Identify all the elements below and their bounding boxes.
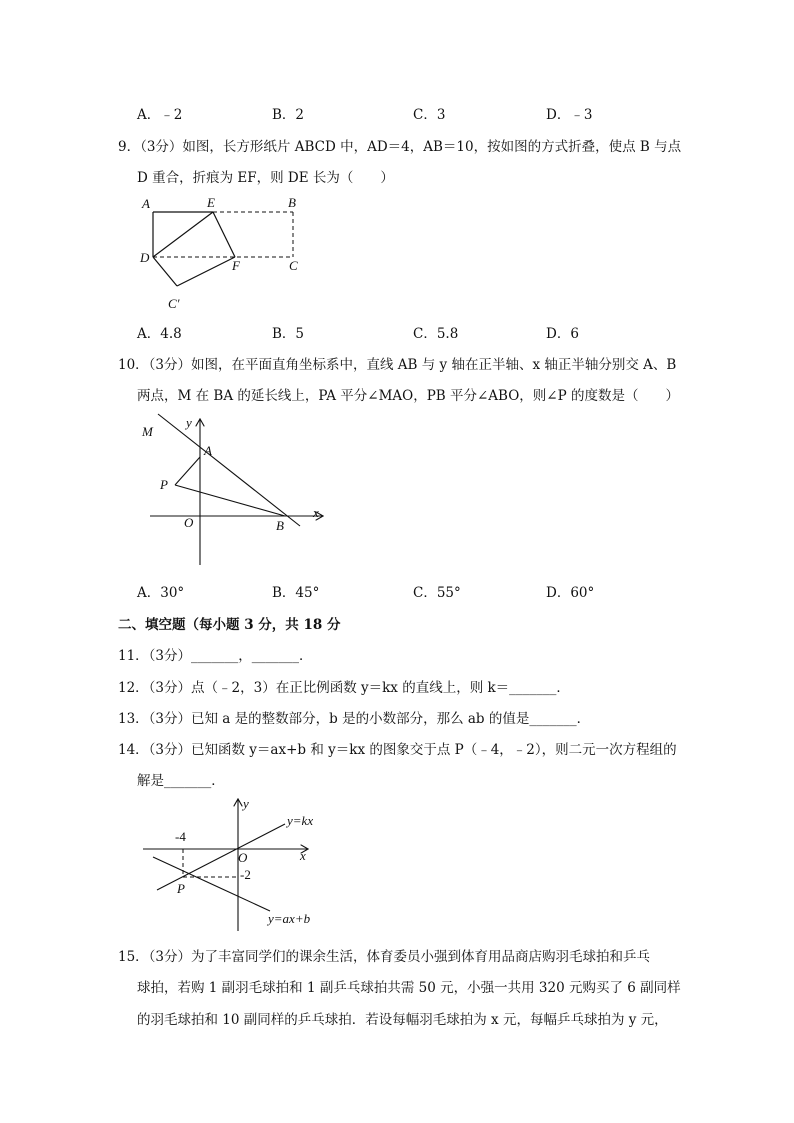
q9-edge-dcp [153, 257, 177, 286]
q10-label-o: O [184, 515, 194, 530]
q10-label-b: B [276, 518, 284, 533]
q14-label-p: P [177, 881, 185, 896]
q9-figure [130, 190, 320, 315]
q9-label-e: E [207, 195, 215, 210]
q14-label-neg4: -4 [175, 829, 186, 844]
q10-figure [130, 410, 340, 570]
q14-line2: 解是_______． [137, 773, 225, 789]
q8-option-d: D．﹣3 [546, 107, 593, 123]
q14-label-yaxb: y=ax+b [268, 911, 311, 926]
q15-line1: 15．（3分）为了丰富同学们的课余生活，体育委员小强到体育用品商店购羽毛球拍和乒乓 [118, 949, 651, 965]
q8-option-b: B．2 [272, 107, 305, 123]
q14-label-neg2: -2 [240, 867, 251, 882]
q9-edge-cpf [177, 257, 235, 286]
q8-options [0, 103, 794, 123]
q9-label-c: C [289, 258, 298, 273]
q10-options [0, 581, 794, 601]
q10-option-c: C．55° [413, 585, 461, 601]
q10-line-mb [158, 414, 300, 526]
q9-option-c: C．5.8 [413, 326, 459, 342]
q14-label-ykx: y=kx [287, 813, 314, 828]
q10-option-b: B．45° [272, 585, 320, 601]
q9-line1: 9．（3分）如图，长方形纸片 ABCD 中，AD＝4，AB＝10，按如图的方式折叠，使点 B 与点 [118, 139, 682, 155]
q10-label-p: P [160, 477, 168, 492]
q8-option-a: A．﹣2 [137, 107, 183, 123]
q10-option-a: A．30° [137, 585, 185, 601]
q14-line-yaxb [153, 857, 270, 911]
q8-option-c: C．3 [413, 107, 446, 123]
q9-label-a: A [142, 196, 150, 211]
q10-label-x: x [313, 505, 319, 520]
q9-option-d: D．6 [546, 326, 579, 342]
q14-label-o: O [238, 850, 248, 865]
q10-option-d: D．60° [546, 585, 595, 601]
q11-text: 11．（3分）_______，_______． [118, 648, 313, 664]
q14-line1: 14．（3分）已知函数 y＝ax+b 和 y＝kx 的图象交于点 P（﹣4，﹣2），则二元一次方程组的 [118, 742, 677, 758]
q9-label-f: F [232, 258, 240, 273]
q10-label-m: M [142, 424, 153, 439]
q9-line2: D 重合，折痕为 EF，则 DE 长为（ ） [137, 170, 394, 186]
q9-edge-ef [213, 212, 235, 257]
q9-label-d: D [140, 250, 150, 265]
q10-segment-pa [175, 457, 200, 485]
q9-edge-de [153, 212, 213, 257]
q12-text: 12．（3分）点（﹣2，3）在正比例函数 y＝kx 的直线上，则 k＝_______． [118, 680, 570, 696]
q15-line3: 的羽毛球拍和 10 副同样的乒乓球拍．若设每幅羽毛球拍为 x 元，每幅乒乓球拍为 y 元， [137, 1012, 668, 1028]
q9-label-b: B [288, 195, 296, 210]
q13-text: 13．（3分）已知 a 是的整数部分，b 是的小数部分，那么 ab 的值是_______． [118, 711, 591, 727]
q10-label-a: A [204, 443, 212, 458]
q10-line2: 两点，M 在 BA 的延长线上，PA 平分∠MAO，PB 平分∠ABO，则∠P 的度数是（ ） [137, 388, 679, 404]
q14-label-y: y [243, 796, 249, 811]
q9-option-a: A．4.8 [137, 326, 182, 342]
q9-label-cprime: C′ [168, 296, 180, 311]
q14-label-x: x [300, 848, 306, 863]
q14-figure [135, 795, 335, 935]
section2-title: 二、填空题（每小题 3 分，共 18 分 [118, 617, 341, 633]
q9-option-b: B．5 [272, 326, 305, 342]
q15-line2: 球拍，若购 1 副羽毛球拍和 1 副乒乓球拍共需 50 元，小强一共用 320 元购买了 6 副同样 [137, 980, 681, 996]
q10-line1: 10．（3分）如图，在平面直角坐标系中，直线 AB 与 y 轴在正半轴、x 轴正半轴分别交 A、B [118, 357, 677, 373]
q9-options [0, 322, 794, 342]
q10-label-y: y [186, 415, 192, 430]
